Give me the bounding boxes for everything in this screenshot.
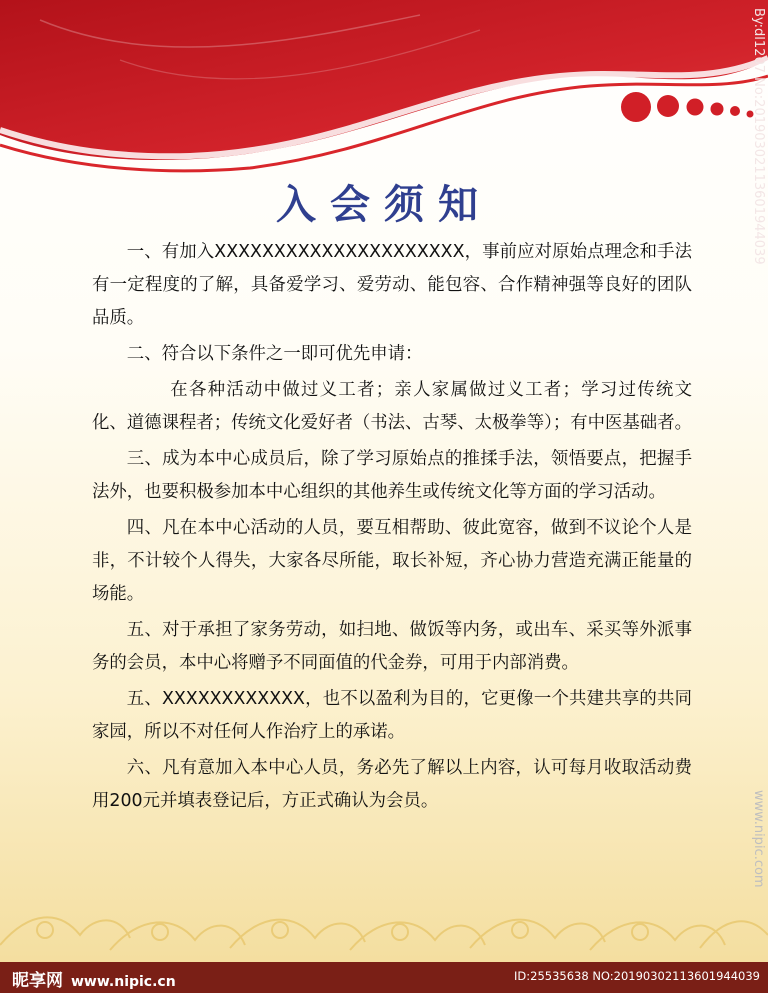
paragraph-6: 五、对于承担了家务劳动，如扫地、做饭等内务，或出车、采买等外派事务的会员，本中心将赠予不同面值的代金券，可用于内部消费。 bbox=[92, 620, 692, 673]
paragraph-2: 二、符合以下条件之一即可优先申请： bbox=[126, 344, 423, 364]
paragraph-5: 四、凡在本中心活动的人员，要互相帮助、彼此宽容，做到不议论个人是非，不计较个人得失，大家各尽所能，取长补短，齐心协力营造充满正能量的场能。 bbox=[92, 518, 692, 604]
cloud-wave-pattern bbox=[0, 890, 768, 965]
paragraph-4: 三、成为本中心成员后，除了学习原始点的推揉手法，领悟要点，把握手法外，也要积极参加本中心组织的其他养生或传统文化等方面的学习活动。 bbox=[92, 449, 692, 502]
header-red-wave bbox=[0, 0, 768, 200]
paragraph-8: 六、凡有意加入本中心人员，务必先了解以上内容，认可每月收取活动费用200元并填表登记后，方正式确认为会员。 bbox=[92, 758, 692, 811]
side-watermark-site: www.nipic.com bbox=[751, 790, 766, 888]
brand-url: www.nipic.cn bbox=[71, 974, 176, 990]
paragraph-7: 五、XXXXXXXXXXXX，也不以盈利为目的，它更像一个共建共享的共同家园，所以不对任何人作治疗上的承诺。 bbox=[92, 689, 692, 742]
paragraph-3: 在各种活动中做过义工者；亲人家属做过义工者；学习过传统文化、道德课程者；传统文化爱好者（书法、古琴、太极拳等）；有中医基础者。 bbox=[92, 380, 692, 433]
watermark-id: ID:25535638 NO:20190302113601944039 bbox=[514, 969, 760, 983]
brand-name: 昵享网 bbox=[12, 971, 63, 991]
decorative-dots bbox=[621, 92, 754, 122]
page-title: 入会须知 bbox=[276, 182, 492, 228]
side-watermark-id: By:dl1207 No:20190302113601944039 bbox=[751, 8, 766, 265]
watermark-bar bbox=[0, 962, 768, 993]
paragraph-1: 一、有加入XXXXXXXXXXXXXXXXXXXXX，事前应对原始点理念和手法有一定程度的了解，具备爱学习、爱劳动、能包容、合作精神强等良好的团队品质。 bbox=[92, 242, 692, 328]
watermark-brand bbox=[12, 966, 176, 991]
notice-body bbox=[92, 236, 692, 821]
